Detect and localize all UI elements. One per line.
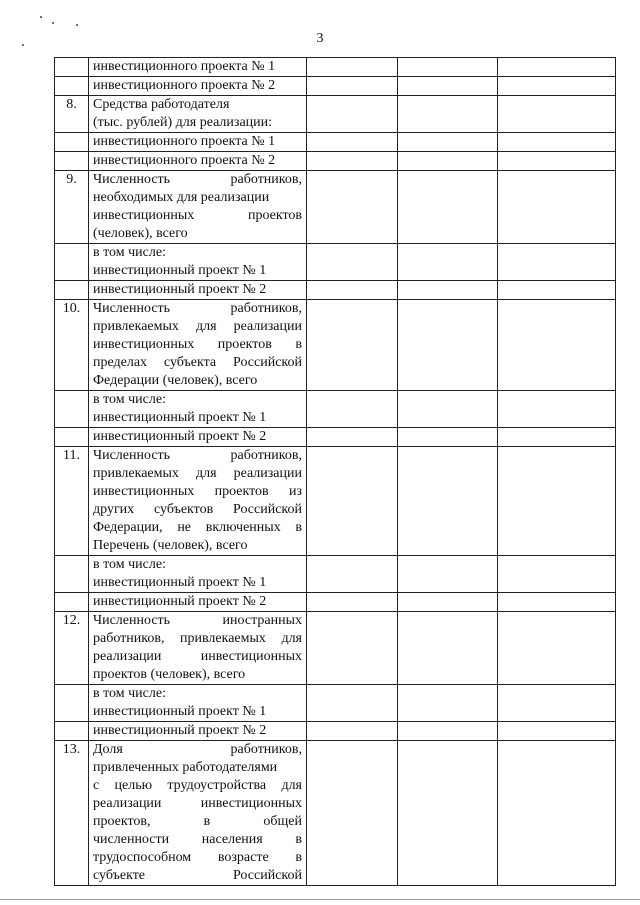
description-line: в том числе: bbox=[93, 686, 166, 701]
value-cell-1[interactable] bbox=[307, 612, 398, 685]
value-cell-3[interactable] bbox=[498, 447, 616, 556]
value-cell-3[interactable] bbox=[498, 612, 616, 685]
value-cell-2[interactable] bbox=[398, 447, 498, 556]
row-number: 8. bbox=[55, 96, 89, 133]
indicator-description bbox=[89, 612, 307, 685]
table-row bbox=[55, 77, 616, 96]
description-line: трудоспособном возрасте в bbox=[93, 850, 302, 865]
table-row bbox=[55, 133, 616, 152]
table-row bbox=[55, 612, 616, 685]
row-number bbox=[55, 685, 89, 722]
value-cell-1[interactable] bbox=[307, 133, 398, 152]
value-cell-2[interactable] bbox=[398, 152, 498, 171]
value-cell-1[interactable] bbox=[307, 685, 398, 722]
value-cell-1[interactable] bbox=[307, 593, 398, 612]
description-line: пределах субъекта Российской bbox=[93, 355, 302, 370]
indicator-description bbox=[89, 722, 307, 741]
row-number bbox=[55, 556, 89, 593]
description-line: (человек), всего bbox=[93, 226, 188, 241]
value-cell-1[interactable] bbox=[307, 447, 398, 556]
value-cell-2[interactable] bbox=[398, 593, 498, 612]
value-cell-2[interactable] bbox=[398, 244, 498, 281]
value-cell-3[interactable] bbox=[498, 722, 616, 741]
value-cell-3[interactable] bbox=[498, 281, 616, 300]
value-cell-3[interactable] bbox=[498, 244, 616, 281]
indicator-description bbox=[89, 685, 307, 722]
value-cell-1[interactable] bbox=[307, 428, 398, 447]
value-cell-1[interactable] bbox=[307, 281, 398, 300]
value-cell-1[interactable] bbox=[307, 722, 398, 741]
description-line: инвестиционных проектов из bbox=[93, 484, 302, 499]
value-cell-2[interactable] bbox=[398, 556, 498, 593]
indicator-description bbox=[89, 428, 307, 447]
page-number: 3 bbox=[316, 31, 324, 46]
description-line: инвестиционного проекта № 1 bbox=[93, 134, 276, 149]
page-bottom-edge bbox=[0, 899, 640, 900]
row-number: 12. bbox=[55, 612, 89, 685]
indicators-table bbox=[54, 57, 616, 886]
description-line: работников, привлекаемых для bbox=[93, 631, 302, 646]
description-line: инвестиционных проектов в bbox=[93, 337, 302, 352]
table-body bbox=[55, 58, 616, 886]
indicator-description bbox=[89, 244, 307, 281]
description-line: в том числе: bbox=[93, 557, 166, 572]
row-number bbox=[55, 77, 89, 96]
description-line: Федерации (человек), всего bbox=[93, 373, 258, 388]
value-cell-2[interactable] bbox=[398, 391, 498, 428]
table-row bbox=[55, 171, 616, 244]
row-number bbox=[55, 722, 89, 741]
row-number: 13. bbox=[55, 741, 89, 886]
description-line: с целью трудоустройства для bbox=[93, 778, 302, 793]
description-line: инвестиционный проект № 2 bbox=[93, 723, 267, 738]
row-number bbox=[55, 244, 89, 281]
value-cell-3[interactable] bbox=[498, 300, 616, 391]
value-cell-2[interactable] bbox=[398, 133, 498, 152]
value-cell-3[interactable] bbox=[498, 77, 616, 96]
description-line: необходимых для реализации bbox=[93, 190, 270, 205]
indicator-description bbox=[89, 96, 307, 133]
value-cell-1[interactable] bbox=[307, 171, 398, 244]
value-cell-2[interactable] bbox=[398, 685, 498, 722]
description-line: других субъектов Российской bbox=[93, 502, 302, 517]
description-line: инвестиционного проекта № 1 bbox=[93, 59, 276, 74]
description-line: Перечень (человек), всего bbox=[93, 538, 248, 553]
value-cell-3[interactable] bbox=[498, 171, 616, 244]
description-line: Федерации, не включенных в bbox=[93, 520, 302, 535]
description-line: реализации инвестиционных bbox=[93, 796, 302, 811]
description-line: инвестиционный проект № 1 bbox=[93, 410, 267, 425]
table-row bbox=[55, 447, 616, 556]
description-line: инвестиционный проект № 1 bbox=[93, 263, 267, 278]
value-cell-3[interactable] bbox=[498, 133, 616, 152]
indicator-description bbox=[89, 593, 307, 612]
value-cell-2[interactable] bbox=[398, 58, 498, 77]
description-line: привлеченных работодателями bbox=[93, 760, 278, 775]
row-number: 9. bbox=[55, 171, 89, 244]
description-line: инвестиционных проектов bbox=[93, 208, 302, 223]
description-line: инвестиционный проект № 1 bbox=[93, 704, 267, 719]
table-row bbox=[55, 428, 616, 447]
value-cell-2[interactable] bbox=[398, 171, 498, 244]
value-cell-1[interactable] bbox=[307, 96, 398, 133]
value-cell-3[interactable] bbox=[498, 96, 616, 133]
value-cell-1[interactable] bbox=[307, 391, 398, 428]
description-line: субъекте Российской bbox=[93, 868, 302, 883]
value-cell-2[interactable] bbox=[398, 741, 498, 886]
scan-speck bbox=[22, 44, 24, 46]
table-row bbox=[55, 152, 616, 171]
value-cell-2[interactable] bbox=[398, 77, 498, 96]
description-line: инвестиционного проекта № 2 bbox=[93, 78, 276, 93]
value-cell-3[interactable] bbox=[498, 428, 616, 447]
value-cell-3[interactable] bbox=[498, 58, 616, 77]
value-cell-3[interactable] bbox=[498, 152, 616, 171]
indicator-description bbox=[89, 58, 307, 77]
scan-speck bbox=[52, 22, 54, 24]
row-number bbox=[55, 152, 89, 171]
value-cell-2[interactable] bbox=[398, 722, 498, 741]
indicator-description bbox=[89, 447, 307, 556]
description-line: инвестиционный проект № 1 bbox=[93, 575, 267, 590]
description-line: инвестиционный проект № 2 bbox=[93, 429, 267, 444]
description-line: привлекаемых для реализации bbox=[93, 319, 302, 334]
value-cell-1[interactable] bbox=[307, 741, 398, 886]
scan-speck bbox=[40, 16, 42, 18]
value-cell-3[interactable] bbox=[498, 685, 616, 722]
description-line: инвестиционный проект № 2 bbox=[93, 282, 267, 297]
description-line: численности населения в bbox=[93, 832, 302, 847]
table-row bbox=[55, 300, 616, 391]
value-cell-2[interactable] bbox=[398, 281, 498, 300]
indicator-description bbox=[89, 741, 307, 886]
indicator-description bbox=[89, 152, 307, 171]
value-cell-3[interactable] bbox=[498, 556, 616, 593]
description-line: Численность работников, bbox=[93, 301, 302, 316]
value-cell-1[interactable] bbox=[307, 77, 398, 96]
description-line: Численность работников, bbox=[93, 448, 302, 463]
row-number bbox=[55, 58, 89, 77]
value-cell-2[interactable] bbox=[398, 96, 498, 133]
description-line: проектов (человек), всего bbox=[93, 667, 246, 682]
value-cell-1[interactable] bbox=[307, 300, 398, 391]
description-line: инвестиционного проекта № 2 bbox=[93, 153, 276, 168]
description-line: Средства работодателя bbox=[93, 97, 230, 112]
value-cell-3[interactable] bbox=[498, 593, 616, 612]
indicator-description bbox=[89, 77, 307, 96]
table-row bbox=[55, 391, 616, 428]
table-row bbox=[55, 685, 616, 722]
description-line: Численность иностранных bbox=[93, 613, 302, 628]
description-line: проектов, в общей bbox=[93, 814, 302, 829]
value-cell-1[interactable] bbox=[307, 244, 398, 281]
indicator-description bbox=[89, 391, 307, 428]
description-line: (тыс. рублей) для реализации: bbox=[93, 115, 273, 130]
value-cell-2[interactable] bbox=[398, 300, 498, 391]
table-row bbox=[55, 593, 616, 612]
value-cell-3[interactable] bbox=[498, 391, 616, 428]
indicator-description bbox=[89, 281, 307, 300]
row-number bbox=[55, 133, 89, 152]
row-number bbox=[55, 281, 89, 300]
table-row bbox=[55, 722, 616, 741]
indicator-description bbox=[89, 300, 307, 391]
indicator-description bbox=[89, 171, 307, 244]
description-line: в том числе: bbox=[93, 392, 166, 407]
table-row bbox=[55, 58, 616, 77]
description-line: в том числе: bbox=[93, 245, 166, 260]
description-line: Доля работников, bbox=[93, 742, 302, 757]
value-cell-1[interactable] bbox=[307, 152, 398, 171]
row-number: 11. bbox=[55, 447, 89, 556]
table-row bbox=[55, 244, 616, 281]
row-number: 10. bbox=[55, 300, 89, 391]
scan-speck bbox=[76, 24, 78, 26]
value-cell-3[interactable] bbox=[498, 741, 616, 886]
value-cell-1[interactable] bbox=[307, 556, 398, 593]
table-row bbox=[55, 556, 616, 593]
table-row bbox=[55, 741, 616, 886]
value-cell-1[interactable] bbox=[307, 58, 398, 77]
value-cell-2[interactable] bbox=[398, 428, 498, 447]
row-number bbox=[55, 428, 89, 447]
value-cell-2[interactable] bbox=[398, 612, 498, 685]
indicator-description bbox=[89, 133, 307, 152]
table-row bbox=[55, 281, 616, 300]
description-line: Численность работников, bbox=[93, 172, 302, 187]
row-number bbox=[55, 391, 89, 428]
table-row bbox=[55, 96, 616, 133]
description-line: инвестиционный проект № 2 bbox=[93, 594, 267, 609]
indicator-description bbox=[89, 556, 307, 593]
description-line: реализации инвестиционных bbox=[93, 649, 302, 664]
row-number bbox=[55, 593, 89, 612]
description-line: привлекаемых для реализации bbox=[93, 466, 302, 481]
